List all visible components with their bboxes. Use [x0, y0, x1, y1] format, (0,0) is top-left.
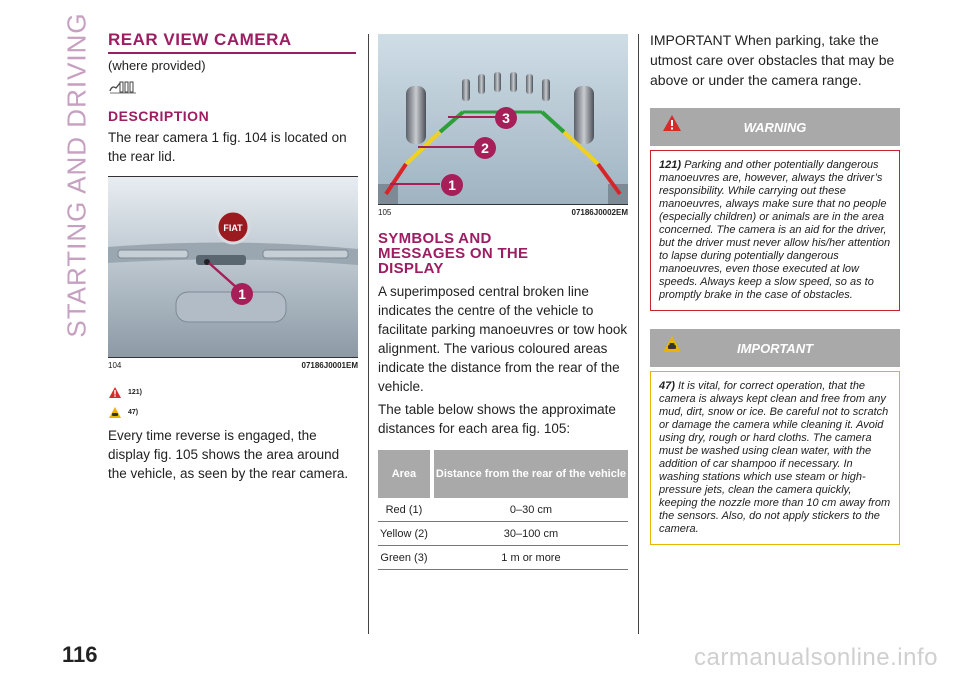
important-car-icon [108, 406, 122, 419]
paragraph-2: The table below shows the approximate distances for each area fig. 105: [378, 402, 616, 436]
column-2 [378, 34, 628, 570]
table-row: Green (3) 1 m or more [378, 546, 628, 570]
chapter-title-text: STARTING AND DRIVING [61, 12, 92, 338]
figure-callout-1: 1 [238, 286, 246, 302]
table-header-distance: Distance from the rear of the vehicle [434, 450, 628, 498]
section-subtitle: (where provided) [108, 58, 206, 73]
description-text: The rear camera 1 fig. 104 is located on the rear lid. [108, 130, 347, 164]
table-header-area: Area [378, 450, 430, 498]
important-reference: 47) [108, 402, 358, 422]
figure-callout-3: 3 [502, 110, 510, 126]
figure-code: 07186J0002EM [571, 208, 628, 217]
description-heading: DESCRIPTION [108, 108, 210, 124]
figure-number: 105 [378, 208, 392, 217]
paragraph-1: A superimposed central broken line indicates the centre of the vehicle to facilitate parking manoeuvres or tow hook alignment. The various coloured areas indicate the distance from the rear of the vehicle. [378, 284, 628, 394]
chapter-side-title [61, 12, 92, 338]
figure-105-caption [378, 208, 628, 217]
watermark: carmanualsonline.info [694, 644, 938, 671]
body-text: Every time reverse is engaged, the display fig. 105 shows the area around the vehicle, as seen by the rear camera. [108, 428, 349, 481]
camera-display-illustration [378, 34, 628, 204]
warning-box [650, 150, 900, 311]
figure-code: 07186J0001EM [301, 361, 358, 370]
important-header [650, 329, 900, 367]
figure-callout-1: 1 [448, 177, 456, 193]
reference-markers [108, 382, 358, 422]
important-text: It is vital, for correct operation, that the camera is always kept clean and free from any mud, dirt, snow or ice. Be careful not to scratch or damage the camera while cleaning it. Avoid using dry, rough or hard cloths. The camera must be washed using clean water, with the addition of car shampoo if necessary. In washing stations which use steam or high-pressure jets, clean the camera quickly, keeping the nozzle more than 10 cm away from the sensors. Also, do not apply stickers to the camera. [659, 380, 891, 535]
warning-text: Parking and other potentially dangerous manoeuvres are, however, always the driver’s responsibility. While carrying out these manoeuvres, always make sure that no people (especially children) or animals are in the area concerned. The camera is an aid for the driver, but the driver must never allow his/her attention to lapse during potentially dangerous manoeuvres, even those executed at low speeds. Always keep a slow speed, so as to promptly brake in the case of obstacles. [659, 159, 891, 301]
figure-number: 104 [108, 361, 122, 370]
table-row: Red (1) 0–30 cm [378, 498, 628, 522]
optional-equipment-icon [108, 79, 358, 100]
important-box [650, 371, 900, 545]
warning-title: WARNING [743, 120, 807, 135]
warning-ref: 121) [659, 159, 682, 171]
section-title: REAR VIEW CAMERA [108, 30, 356, 54]
column-1 [108, 30, 358, 487]
symbols-heading: SYMBOLS AND MESSAGES ON THE DISPLAY [378, 230, 529, 277]
column-divider-1 [368, 34, 369, 634]
warning-header [650, 108, 900, 146]
figure-callout-2: 2 [481, 140, 489, 156]
important-title: IMPORTANT [736, 341, 814, 356]
page-number: 116 [62, 642, 98, 667]
figure-105 [378, 34, 628, 205]
warning-reference: 121) [108, 382, 358, 402]
figure-104-caption [108, 361, 358, 370]
column-divider-2 [638, 34, 639, 634]
column-3 [650, 30, 900, 545]
svg-text:FIAT: FIAT [223, 223, 243, 233]
figure-104 [108, 176, 358, 358]
important-note: IMPORTANT When parking, take the utmost care over obstacles that may be above or under the camera range. [650, 32, 895, 88]
table-row: Yellow (2) 30–100 cm [378, 522, 628, 546]
important-ref: 47) [659, 380, 675, 392]
distance-table [378, 450, 628, 570]
warning-triangle-icon [108, 386, 122, 399]
rear-lid-illustration [108, 177, 358, 357]
